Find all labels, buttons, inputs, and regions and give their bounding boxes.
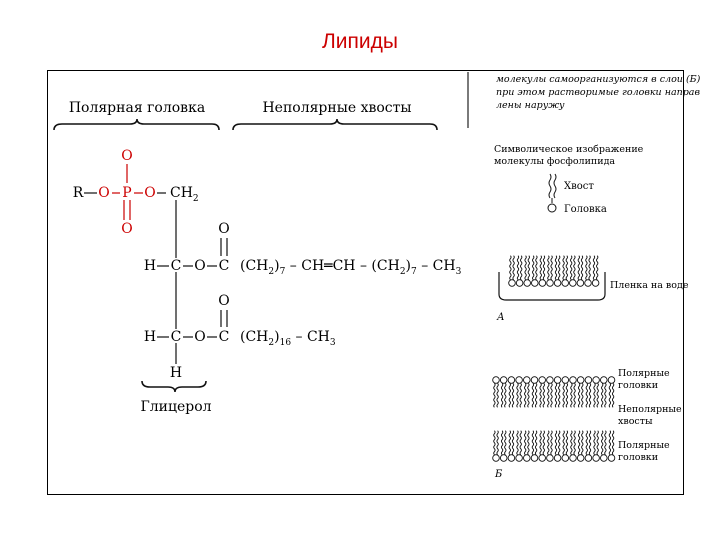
phospholipid-tail bbox=[566, 256, 567, 280]
panel-b-letter: Б bbox=[495, 469, 503, 480]
phospholipid-tail bbox=[602, 431, 603, 455]
phospholipid-tail bbox=[555, 431, 556, 455]
chain2-bonds bbox=[157, 310, 227, 337]
phospholipid-symbol bbox=[548, 174, 556, 212]
phospholipid-tail bbox=[521, 256, 522, 280]
phospholipid-tail bbox=[571, 431, 572, 455]
phospholipid-tail bbox=[505, 383, 506, 407]
phospholipid-head bbox=[608, 455, 615, 462]
phospholipid-tail bbox=[517, 256, 518, 280]
phospholipid-tail bbox=[509, 431, 510, 455]
phospholipid-head bbox=[493, 377, 500, 384]
slide-title: Липиды bbox=[322, 30, 398, 53]
phosphorus-atom: P bbox=[122, 185, 132, 201]
phosphate-group bbox=[98, 148, 155, 237]
phospholipid-tail bbox=[559, 431, 560, 455]
phospholipid-tail bbox=[574, 383, 575, 407]
phospholipid-tail bbox=[551, 383, 552, 407]
symbolic-title-2: молекулы фосфолипида bbox=[494, 156, 616, 167]
phospholipid-tail bbox=[605, 431, 606, 455]
phospholipid-tail bbox=[563, 256, 564, 280]
phospholipid-head bbox=[577, 280, 584, 287]
ch2-group: $CH_2$ bbox=[170, 185, 199, 204]
r-group: R bbox=[72, 185, 84, 201]
phospholipid-head bbox=[493, 455, 500, 462]
bilayer bbox=[493, 377, 615, 462]
head-label: Головка bbox=[564, 204, 607, 215]
phospholipid-head bbox=[593, 377, 600, 384]
phospholipid-tail bbox=[520, 431, 521, 455]
phospholipid-tail bbox=[555, 256, 556, 280]
phospholipid-tail bbox=[510, 256, 511, 280]
phospholipid-tail bbox=[528, 256, 529, 280]
chain2-c: C bbox=[170, 329, 182, 345]
chain1-c: C bbox=[170, 258, 182, 274]
phospholipid-tail bbox=[594, 383, 595, 407]
bilayer-nonpolar-2: хвосты bbox=[618, 416, 653, 427]
phospholipid-head bbox=[585, 280, 592, 287]
phospholipid-head bbox=[531, 377, 538, 384]
phospholipid-tail bbox=[512, 431, 513, 455]
chain2-carbonyl-oxygen: O bbox=[218, 293, 230, 309]
phospholipid-head bbox=[562, 455, 569, 462]
phospholipid-head bbox=[539, 280, 546, 287]
bilayer-nonpolar-1: Неполярные bbox=[618, 404, 682, 415]
chain2-carbonyl-c: C bbox=[218, 329, 230, 345]
phospholipid-tail bbox=[602, 383, 603, 407]
phospholipid-tail bbox=[551, 256, 552, 280]
phospholipid-tail bbox=[586, 256, 587, 280]
phospholipid-tail bbox=[597, 256, 598, 280]
phospholipid-head bbox=[562, 377, 569, 384]
phospholipid-tail bbox=[517, 383, 518, 407]
chain1-tail: $(CH_2)_7$ – CH═CH – $(CH_2)_7 - CH_3$ bbox=[240, 258, 462, 277]
phospholipid-head bbox=[554, 280, 561, 287]
phospholipid-tail bbox=[548, 256, 549, 280]
phospholipid-head bbox=[539, 455, 546, 462]
phospholipid-head bbox=[601, 455, 608, 462]
phospholipid-head bbox=[516, 377, 523, 384]
phospholipid-tail bbox=[559, 256, 560, 280]
symbolic-title-1: Символическое изображение bbox=[494, 144, 644, 155]
phospholipid-tail bbox=[566, 431, 567, 455]
phospholipid-tail bbox=[548, 431, 549, 455]
phospholipid-tail bbox=[535, 431, 536, 455]
caption-line-3: лены наружу bbox=[496, 100, 565, 111]
phospholipid-head bbox=[531, 455, 538, 462]
chain1-carbonyl-oxygen: O bbox=[218, 221, 230, 237]
phospholipid-tail bbox=[578, 431, 579, 455]
phospholipid-head bbox=[532, 280, 539, 287]
phospholipid-tail bbox=[586, 431, 587, 455]
phospholipid-tail bbox=[563, 383, 564, 407]
chain1-h: H bbox=[143, 258, 157, 274]
phospholipid-tail bbox=[559, 383, 560, 407]
phospholipid-tail bbox=[551, 431, 552, 455]
phospholipid-tail bbox=[605, 383, 606, 407]
phospholipid-tail bbox=[528, 383, 529, 407]
phospholipid-tail bbox=[594, 431, 595, 455]
phospholipid-tail bbox=[509, 383, 510, 407]
phospholipid-tail bbox=[589, 256, 590, 280]
phosphate-oxygen-top: O bbox=[121, 148, 133, 164]
phospholipid-head bbox=[524, 280, 531, 287]
phospholipid-tail bbox=[540, 256, 541, 280]
phospholipid-tail bbox=[536, 256, 537, 280]
chain2-tail: $(CH_2)_{16} - CH_3$ bbox=[240, 329, 336, 348]
phospholipid-tail bbox=[574, 431, 575, 455]
phospholipid-tail bbox=[535, 383, 536, 407]
phospholipid-head bbox=[562, 280, 569, 287]
phospholipid-head bbox=[500, 455, 507, 462]
phospholipid-head bbox=[508, 377, 515, 384]
phospholipid-head bbox=[593, 455, 600, 462]
phospholipid-tail bbox=[597, 431, 598, 455]
polar-head-label: Полярная головка bbox=[68, 100, 206, 116]
phospholipid-head bbox=[592, 280, 599, 287]
phospholipid-head bbox=[601, 377, 608, 384]
nonpolar-tails-brace bbox=[233, 119, 437, 130]
phospholipid-tail bbox=[578, 383, 579, 407]
phospholipid-head bbox=[547, 377, 554, 384]
phospholipid-tail bbox=[609, 383, 610, 407]
phospholipid-tail bbox=[571, 383, 572, 407]
chain1-o: O bbox=[194, 258, 206, 274]
bilayer-polar-top-2: головки bbox=[618, 380, 659, 391]
phospholipid-head bbox=[608, 377, 615, 384]
phospholipid-tail bbox=[571, 256, 572, 280]
phospholipid-tail bbox=[525, 256, 526, 280]
phospholipid-tail bbox=[513, 256, 514, 280]
caption-line-1: молекулы самоорганизуются в слои (Б) bbox=[496, 74, 701, 85]
phospholipid-tail bbox=[540, 383, 541, 407]
phospholipid-head bbox=[547, 455, 554, 462]
phospholipid-head bbox=[577, 377, 584, 384]
phospholipid-tail bbox=[589, 431, 590, 455]
phosphate-oxygen-bottom: O bbox=[121, 221, 133, 237]
fatty-acid-chain-1 bbox=[144, 221, 462, 277]
bilayer-polar-bottom-1: Полярные bbox=[618, 440, 670, 451]
phospholipid-head bbox=[585, 455, 592, 462]
chain1-bonds bbox=[157, 238, 227, 266]
phospholipid-tail bbox=[548, 383, 549, 407]
panel-a-letter: А bbox=[497, 312, 505, 323]
phospholipid-tail bbox=[582, 431, 583, 455]
tail-label: Хвост bbox=[564, 181, 594, 192]
phospholipid-head bbox=[570, 455, 577, 462]
chain2-o: O bbox=[194, 329, 206, 345]
polar-head-brace bbox=[54, 119, 219, 130]
phospholipid-head bbox=[547, 280, 554, 287]
glycerol-label: Глицерол bbox=[140, 399, 212, 415]
phospholipid-head bbox=[554, 455, 561, 462]
phospholipid-tail bbox=[501, 383, 502, 407]
phospholipid-head bbox=[570, 377, 577, 384]
chain1-carbonyl-c: C bbox=[218, 258, 230, 274]
phospholipid-tail bbox=[494, 431, 495, 455]
phospholipid-tail bbox=[501, 431, 502, 455]
phospholipid-tail bbox=[574, 256, 575, 280]
phospholipid-tail bbox=[563, 431, 564, 455]
phospholipid-head bbox=[585, 377, 592, 384]
phospholipid-head bbox=[524, 455, 531, 462]
phosphate-oxygen-right: O bbox=[144, 185, 156, 201]
phospholipid-tail bbox=[586, 383, 587, 407]
phospholipid-tail bbox=[582, 383, 583, 407]
bottom-h: H bbox=[169, 365, 183, 381]
phospholipid-head bbox=[500, 377, 507, 384]
monolayer-on-water bbox=[509, 256, 599, 287]
phospholipid-tail bbox=[520, 383, 521, 407]
phospholipid-head bbox=[516, 280, 523, 287]
phospholipid-head bbox=[570, 280, 577, 287]
chain2-h: H bbox=[143, 329, 157, 345]
phospholipid-tail bbox=[543, 431, 544, 455]
phospholipid-tail bbox=[532, 431, 533, 455]
phospholipid-tail bbox=[525, 431, 526, 455]
phospholipid-tail bbox=[512, 383, 513, 407]
phospholipid-tail bbox=[612, 383, 613, 407]
phospholipid-tail bbox=[532, 383, 533, 407]
bilayer-labels bbox=[618, 368, 682, 463]
film-on-water-label: Пленка на воде bbox=[610, 280, 689, 291]
phospholipid-head bbox=[554, 377, 561, 384]
phospholipid-tail bbox=[525, 383, 526, 407]
header-brackets bbox=[54, 119, 437, 392]
phospholipid-tail bbox=[566, 383, 567, 407]
bilayer-polar-top-1: Полярные bbox=[618, 368, 670, 379]
phospholipid-head bbox=[524, 377, 531, 384]
glycerol-brace bbox=[142, 381, 206, 392]
phospholipid-head bbox=[577, 455, 584, 462]
phospholipid-head bbox=[508, 455, 515, 462]
caption-line-2: при этом растворимые головки направ bbox=[496, 87, 701, 98]
bilayer-polar-bottom-2: головки bbox=[618, 452, 659, 463]
phospholipid-tail bbox=[578, 256, 579, 280]
phospholipid-tail bbox=[505, 431, 506, 455]
fatty-acid-chain-2 bbox=[144, 293, 336, 381]
phospholipid-tail bbox=[555, 383, 556, 407]
phospholipid-tail bbox=[540, 431, 541, 455]
phospholipid-tail bbox=[597, 383, 598, 407]
phospholipid-tail bbox=[494, 383, 495, 407]
phospholipid-tail bbox=[533, 256, 534, 280]
phospholipid-tail bbox=[543, 256, 544, 280]
phospholipid-tail bbox=[497, 431, 498, 455]
phospholipid-tail bbox=[593, 256, 594, 280]
phospholipid-tail bbox=[589, 383, 590, 407]
phospholipid-tail bbox=[543, 383, 544, 407]
phospholipid-tail bbox=[581, 256, 582, 280]
phospholipid-tail bbox=[497, 383, 498, 407]
phospholipid-tail bbox=[609, 431, 610, 455]
nonpolar-tails-label: Неполярные хвосты bbox=[262, 100, 412, 116]
phospholipid-head bbox=[509, 280, 516, 287]
phosphate-oxygen-left: O bbox=[98, 185, 110, 201]
phospholipid-head bbox=[516, 455, 523, 462]
phospholipid-tail bbox=[528, 431, 529, 455]
phospholipid-tail bbox=[517, 431, 518, 455]
phospholipid-head bbox=[539, 377, 546, 384]
phospholipid-tail bbox=[612, 431, 613, 455]
right-caption bbox=[496, 74, 701, 111]
